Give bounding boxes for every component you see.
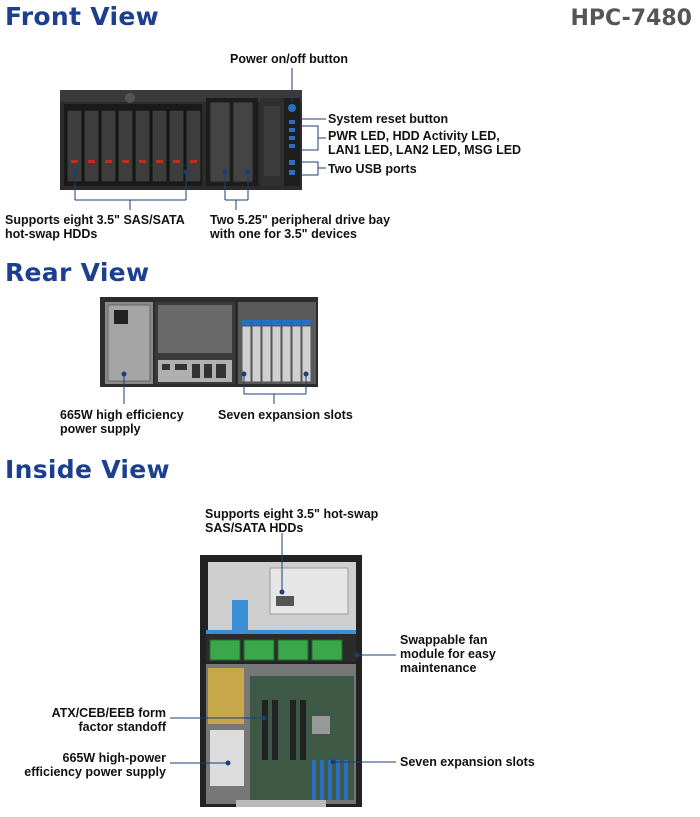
usb-callout: Two USB ports: [328, 162, 417, 176]
standoff-callout-line1: ATX/CEB/EEB form: [51, 706, 166, 720]
drive-bay-callout-line1: Two 5.25" peripheral drive bay: [210, 213, 391, 227]
rear-psu-callout-line2: power supply: [60, 422, 141, 436]
fan-callout-line1: Swappable fan: [400, 633, 488, 647]
front-hdd-callout-line1: Supports eight 3.5" SAS/SATA: [5, 213, 185, 227]
reset-button-callout: System reset button: [328, 112, 449, 126]
front-hdd-callout-line2: hot-swap HDDs: [5, 227, 98, 241]
led-callout-line2: LAN1 LED, LAN2 LED, MSG LED: [328, 143, 522, 157]
drive-bay-callout-line2: with one for 3.5" devices: [210, 227, 357, 241]
led-callout-line1: PWR LED, HDD Activity LED,: [328, 129, 500, 143]
fan-callout-line3: maintenance: [400, 661, 477, 675]
inside-hdd-callout-line2: SAS/SATA HDDs: [205, 521, 304, 535]
fan-callout-line2: module for easy: [400, 647, 496, 661]
inside-psu-callout-line1: 665W high-power: [62, 751, 166, 765]
model-name: HPC-7480: [570, 6, 692, 31]
inside-hdd-callout-line1: Supports eight 3.5" hot-swap: [205, 507, 379, 521]
inside-view-heading: Inside View: [5, 455, 170, 484]
inside-psu-callout-line2: efficiency power supply: [24, 765, 166, 779]
front-view-heading: Front View: [5, 2, 159, 31]
power-button-callout: Power on/off button: [230, 52, 349, 66]
rear-view-heading: Rear View: [5, 258, 150, 287]
standoff-callout-line2: factor standoff: [78, 720, 166, 734]
rear-slots-callout: Seven expansion slots: [218, 408, 353, 422]
inside-slots-callout: Seven expansion slots: [400, 755, 535, 769]
rear-psu-callout-line1: 665W high efficiency: [60, 408, 184, 422]
